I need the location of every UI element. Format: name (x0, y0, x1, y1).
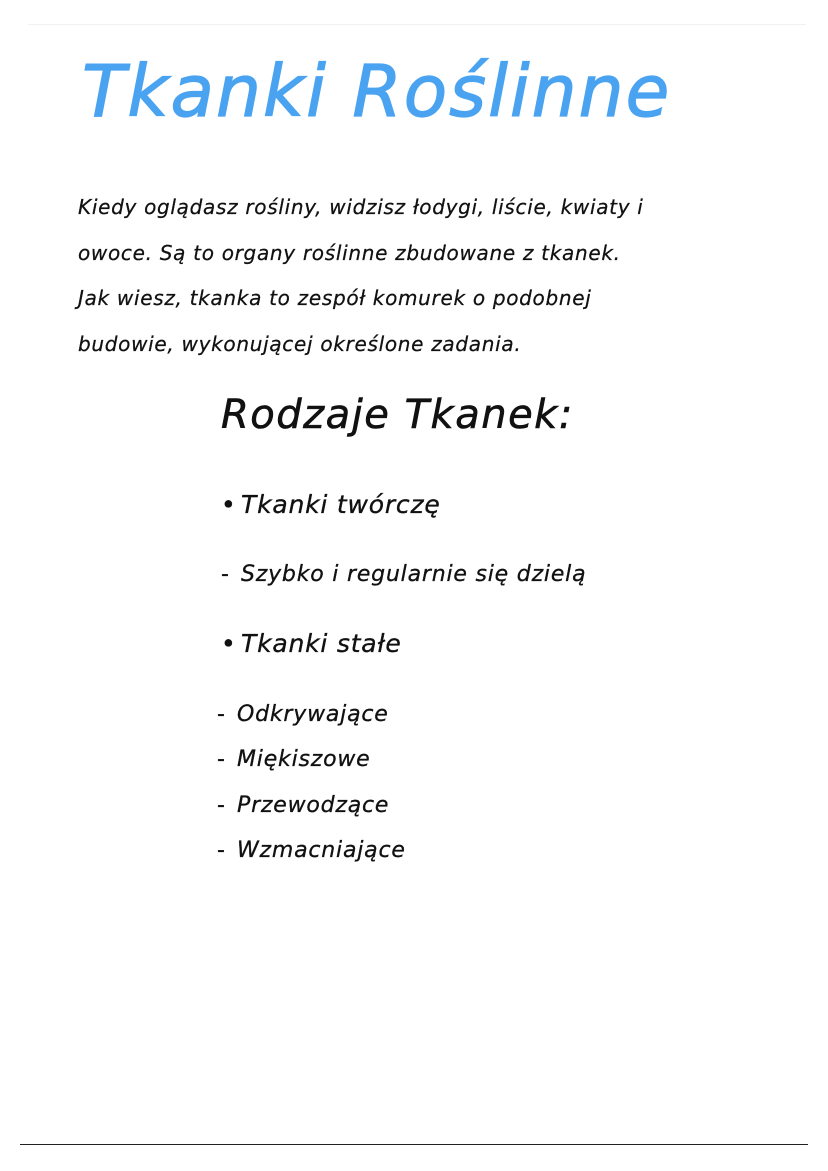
page-title: Tkanki Roślinne (82, 50, 672, 133)
list-subitem-label: Wzmacniające (237, 838, 406, 863)
list-subitem-label: Przewodzące (237, 793, 390, 818)
list-item-permanent-tissues (221, 629, 402, 659)
intro-line: owoce. Są to organy roślinne zbudowane z tkanek. (78, 240, 621, 265)
bullet-marker: • (221, 490, 237, 519)
dash-marker: - (217, 838, 226, 863)
list-subitem-label: Odkrywające (237, 702, 389, 727)
list-subitem-parenchyma (217, 746, 370, 774)
list-subitem-label: Miękiszowe (237, 747, 371, 772)
top-divider (28, 24, 806, 25)
list-item-label: Tkanki stałe (241, 629, 402, 658)
list-item-label: Tkanki twórczę (241, 490, 441, 519)
intro-line: Jak wiesz, tkanka to zespół komurek o podobnej (78, 286, 592, 310)
list-item-creative-tissues (221, 490, 441, 520)
bullet-marker: • (221, 629, 237, 658)
dash-marker: - (217, 702, 226, 727)
list-subitem-conducting (217, 792, 389, 820)
dash-marker: - (217, 747, 226, 772)
list-subitem-protective (217, 701, 389, 729)
list-subitem-creative-description (221, 561, 586, 589)
list-subitem-label: Szybko i regularnie się dzielą (241, 562, 587, 587)
intro-line: budowie, wykonującej określone zadania. (78, 331, 522, 356)
dash-marker: - (217, 793, 226, 818)
bottom-divider (20, 1144, 808, 1145)
section-title: Rodzaje Tkanek: (221, 392, 574, 438)
dash-marker: - (221, 562, 230, 587)
intro-line: Kiedy oglądasz rośliny, widzisz łodygi, liście, kwiaty i (78, 195, 644, 219)
list-subitem-strengthening (217, 837, 406, 865)
intro-paragraph (78, 185, 788, 367)
